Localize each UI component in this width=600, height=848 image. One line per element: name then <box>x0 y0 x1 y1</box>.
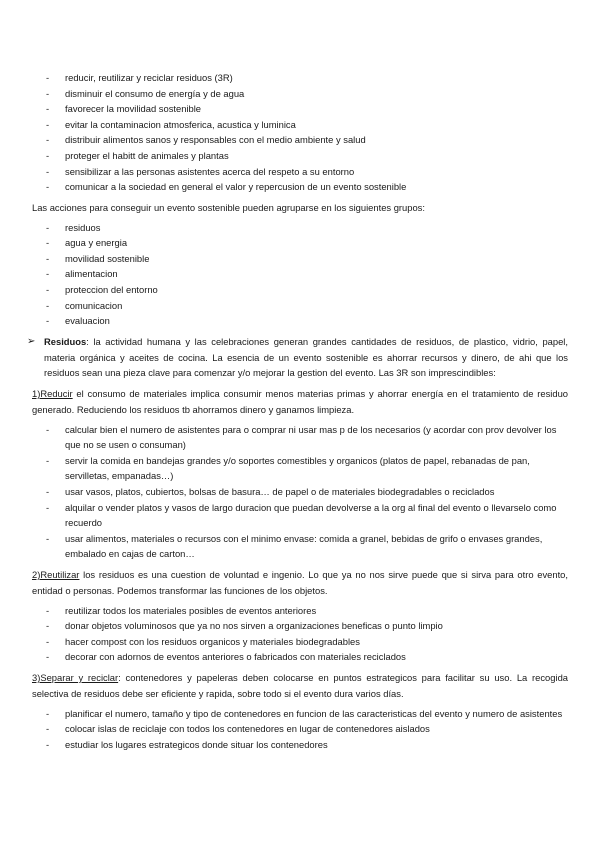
reducir-list-item <box>32 484 568 500</box>
reducir-label: 1)Reducir <box>32 388 73 400</box>
dash-bullet-icon: - <box>46 620 50 632</box>
separar-paragraph <box>32 670 568 702</box>
reducir-paragraph <box>32 386 568 418</box>
intro-list-item <box>32 70 568 86</box>
reducir-list <box>32 422 568 562</box>
intro-list-item-text: evitar la contaminacion atmosferica, acustica y luminica <box>65 118 296 130</box>
dash-bullet-icon: - <box>46 423 50 435</box>
separar-list-item <box>32 721 568 737</box>
groups-list-item <box>32 251 568 267</box>
dash-bullet-icon: - <box>46 486 50 498</box>
groups-list-item-text: proteccion del entorno <box>65 283 158 295</box>
reducir-list-item-text: servir la comida en bandejas grandes y/o soportes comestibles y organicos (platos de papel, rebanadas de pan, servilletas, empanadas…) <box>65 454 530 482</box>
dash-bullet-icon: - <box>46 165 50 177</box>
intro-list-item <box>32 179 568 195</box>
intro-list <box>32 70 568 195</box>
intro-list-item <box>32 86 568 102</box>
groups-list-item <box>32 298 568 314</box>
dash-bullet-icon: - <box>46 604 50 616</box>
reducir-list-item <box>32 531 568 562</box>
dash-bullet-icon: - <box>46 237 50 249</box>
reducir-text: el consumo de materiales implica consumir menos materias primas y ahorrar energía en el tratamiento de residuo generado. Reduciendo los residuos tb ahorramos dinero y ganamos limpieza. <box>32 388 568 415</box>
reutilizar-list-item <box>32 603 568 619</box>
arrow-bullet-icon: ➢ <box>27 335 36 347</box>
intro-list-item-text: favorecer la movilidad sostenible <box>65 103 202 115</box>
dash-bullet-icon: - <box>46 252 50 264</box>
reutilizar-paragraph <box>32 567 568 599</box>
reducir-list-item-text: usar alimentos, materiales o recursos con el minimo envase: comida a granel, bebidas de grifo o envases grandes, embalado en cajas de carton… <box>65 532 543 560</box>
intro-list-item <box>32 164 568 180</box>
reutilizar-list-item-text: hacer compost con los residuos organicos y materiales biodegradables <box>65 635 360 647</box>
dash-bullet-icon: - <box>46 87 50 99</box>
dash-bullet-icon: - <box>46 315 50 327</box>
reutilizar-list-item-text: decorar con adornos de eventos anteriores o fabricados con materiales reciclados <box>65 651 406 663</box>
reutilizar-label: 2)Reutilizar <box>32 569 80 581</box>
reducir-list-item <box>32 422 568 453</box>
reutilizar-list-item-text: reutilizar todos los materiales posibles de eventos anteriores <box>65 604 317 616</box>
dash-bullet-icon: - <box>46 149 50 161</box>
reutilizar-list-item-text: donar objetos voluminosos que ya no nos sirven a organizaciones beneficas o punto limpio <box>65 620 443 632</box>
reutilizar-list-item <box>32 618 568 634</box>
dash-bullet-icon: - <box>46 532 50 544</box>
reutilizar-text: los residuos es una cuestion de voluntad e ingenio. Lo que ya no nos sirve puede que si sirva para otro evento, entidad o personas. Podemos transformar las funciones de los objetos. <box>32 569 568 596</box>
dash-bullet-icon: - <box>46 72 50 83</box>
groups-list-item <box>32 266 568 282</box>
dash-bullet-icon: - <box>46 221 50 233</box>
dash-bullet-icon: - <box>46 134 50 146</box>
residuos-section <box>27 334 568 381</box>
groups-list <box>32 220 568 329</box>
separar-list <box>32 706 568 753</box>
groups-list-item <box>32 220 568 236</box>
groups-list-item-text: comunicacion <box>65 299 123 311</box>
intro-list-item <box>32 101 568 117</box>
dash-bullet-icon: - <box>46 501 50 513</box>
dash-bullet-icon: - <box>46 454 50 466</box>
groups-list-item-text: residuos <box>65 221 101 233</box>
groups-list-item <box>32 235 568 251</box>
reducir-list-item-text: usar vasos, platos, cubiertos, bolsas de basura… de papel o de materiales biodegradables o reciclados <box>65 486 495 498</box>
dash-bullet-icon: - <box>46 651 50 663</box>
reutilizar-list-item <box>32 649 568 665</box>
reducir-list-item-text: calcular bien el numero de asistentes para o comprar ni usar mas p de los necesarios (y acordar con prov devolver los que no se usen o consuman) <box>65 423 557 451</box>
reducir-list-item <box>32 500 568 531</box>
intro-list-item-text: sensibilizar a las personas asistentes acerca del respeto a su entorno <box>65 165 355 177</box>
intro-list-item <box>32 148 568 164</box>
reutilizar-list-item <box>32 634 568 650</box>
separar-list-item <box>32 706 568 722</box>
dash-bullet-icon: - <box>46 635 50 647</box>
groups-list-item-text: evaluacion <box>65 315 110 327</box>
reducir-list-item-text: alquilar o vender platos y vasos de largo duracion que puedan devolverse a la org al final del evento o llevarselo como recuerdo <box>65 501 557 529</box>
groups-intro: Las acciones para conseguir un evento sostenible pueden agruparse en los siguientes grupos: <box>32 201 425 213</box>
dash-bullet-icon: - <box>46 283 50 295</box>
intro-list-item <box>32 132 568 148</box>
reutilizar-list <box>32 603 568 665</box>
groups-list-item-text: agua y energia <box>65 237 128 249</box>
intro-list-item-text: reducir, reutilizar y reciclar residuos (3R) <box>65 72 233 83</box>
groups-list-item <box>32 282 568 298</box>
separar-list-item-text: planificar el numero, tamaño y tipo de contenedores en funcion de las caracteristicas del evento y numero de asistentes <box>65 707 563 719</box>
intro-list-item-text: proteger el habitt de animales y plantas <box>65 149 229 161</box>
document-page <box>27 70 568 752</box>
intro-list-item-text: disminuir el consumo de energía y de agua <box>65 87 245 99</box>
groups-list-item <box>32 313 568 329</box>
separar-list-item <box>32 737 568 753</box>
groups-list-item-text: movilidad sostenible <box>65 252 150 264</box>
separar-text: : contenedores y papeleras deben colocarse en puntos estrategicos para facilitar su uso. La recogida selectiva de residuos debe ser eficiente y rapida, sobre todo si el evento dura varios días. <box>32 672 568 699</box>
dash-bullet-icon: - <box>46 118 50 130</box>
intro-list-item-text: distribuir alimentos sanos y responsables con el medio ambiente y salud <box>65 134 366 146</box>
dash-bullet-icon: - <box>46 181 50 193</box>
dash-bullet-icon: - <box>46 299 50 311</box>
dash-bullet-icon: - <box>46 707 50 719</box>
dash-bullet-icon: - <box>46 268 50 280</box>
separar-list-item-text: colocar islas de reciclaje con todos los contenedores en lugar de contenedores aislados <box>65 723 430 735</box>
separar-label: 3)Separar y reciclar <box>32 672 119 683</box>
residuos-title: Residuos <box>44 335 87 347</box>
intro-list-item-text: comunicar a la sociedad en general el valor y repercusion de un evento sostenible <box>65 181 407 193</box>
dash-bullet-icon: - <box>46 103 50 115</box>
residuos-text: : la actividad humana y las celebraciones generan grandes cantidades de residuos, de plastico, vidrio, papel, materia orgánica y aceites de cocina. La esencia de un evento sostenible es ahorrar recursos y dinero, de ahi que los residuos sean una pieza clave para comenzar y/o mejorar la gestion del evento. Las 3R son imprescindibles: <box>44 335 568 379</box>
dash-bullet-icon: - <box>46 738 50 750</box>
dash-bullet-icon: - <box>46 723 50 735</box>
reducir-list-item <box>32 453 568 484</box>
groups-list-item-text: alimentacion <box>65 268 118 280</box>
separar-list-item-text: estudiar los lugares estrategicos donde situar los contenedores <box>65 738 328 750</box>
intro-list-item <box>32 117 568 133</box>
